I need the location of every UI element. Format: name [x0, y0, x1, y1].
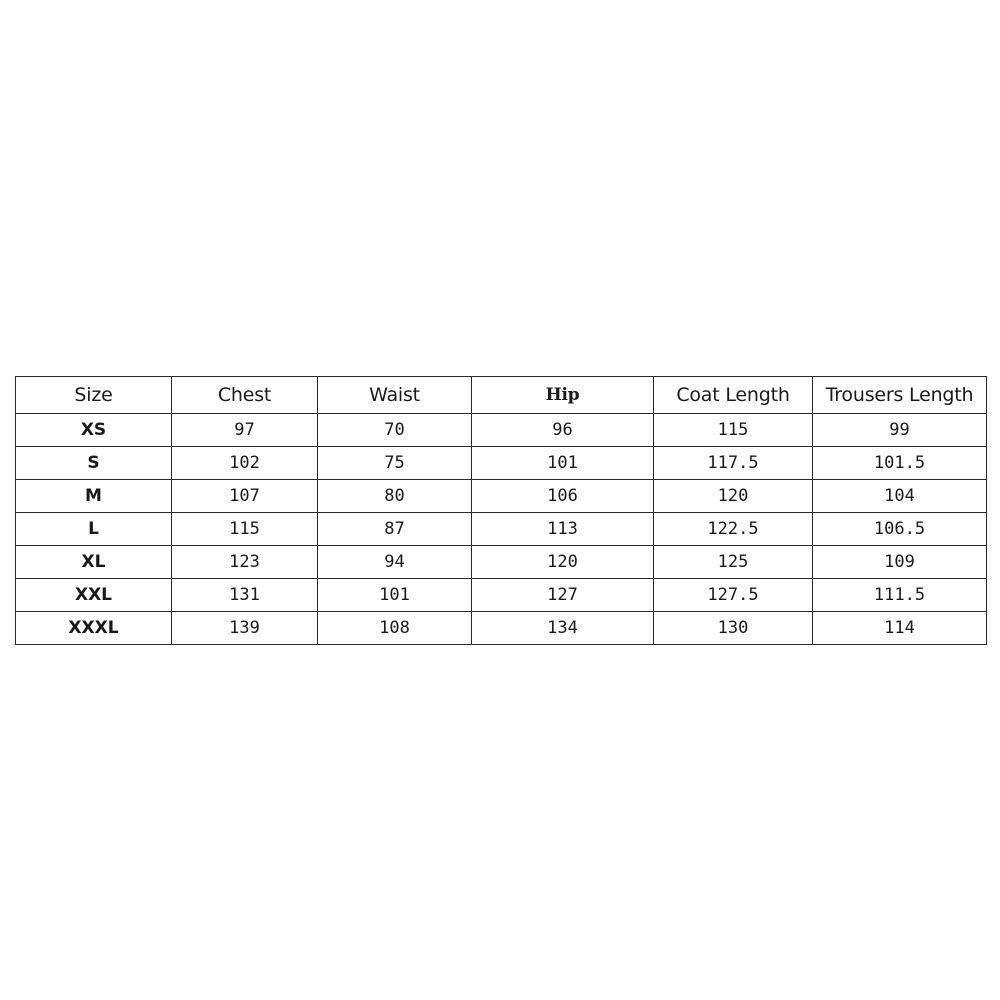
header-row [16, 377, 987, 414]
waist-cell: 87 [318, 513, 472, 546]
chest-cell: 123 [172, 546, 318, 579]
coat-length-cell: 122.5 [654, 513, 813, 546]
size-cell: XXL [16, 579, 172, 612]
table-row [16, 546, 987, 579]
hip-cell: 120 [472, 546, 654, 579]
size-cell: XL [16, 546, 172, 579]
trousers-length-cell: 99 [813, 414, 987, 447]
table-row [16, 414, 987, 447]
size-cell: XS [16, 414, 172, 447]
trousers-length-cell: 109 [813, 546, 987, 579]
coat-length-cell: 125 [654, 546, 813, 579]
waist-cell: 94 [318, 546, 472, 579]
hip-cell: 96 [472, 414, 654, 447]
chest-cell: 139 [172, 612, 318, 645]
hip-cell: 134 [472, 612, 654, 645]
size-cell: L [16, 513, 172, 546]
hip-cell: 113 [472, 513, 654, 546]
coat-length-cell: 130 [654, 612, 813, 645]
header-coat-length: Coat Length [654, 377, 813, 414]
hip-cell: 101 [472, 447, 654, 480]
trousers-length-cell: 114 [813, 612, 987, 645]
table-row [16, 513, 987, 546]
trousers-length-cell: 104 [813, 480, 987, 513]
chest-cell: 97 [172, 414, 318, 447]
chest-cell: 107 [172, 480, 318, 513]
table-row [16, 612, 987, 645]
table-row [16, 447, 987, 480]
trousers-length-cell: 111.5 [813, 579, 987, 612]
header-chest: Chest [172, 377, 318, 414]
size-cell: XXXL [16, 612, 172, 645]
waist-cell: 80 [318, 480, 472, 513]
hip-cell: 106 [472, 480, 654, 513]
coat-length-cell: 115 [654, 414, 813, 447]
size-cell: M [16, 480, 172, 513]
trousers-length-cell: 101.5 [813, 447, 987, 480]
coat-length-cell: 120 [654, 480, 813, 513]
header-waist: Waist [318, 377, 472, 414]
hip-cell: 127 [472, 579, 654, 612]
waist-cell: 101 [318, 579, 472, 612]
chest-cell: 115 [172, 513, 318, 546]
waist-cell: 108 [318, 612, 472, 645]
header-hip: Hip [472, 377, 654, 414]
coat-length-cell: 127.5 [654, 579, 813, 612]
coat-length-cell: 117.5 [654, 447, 813, 480]
size-chart-table [15, 376, 987, 645]
table-row [16, 480, 987, 513]
table-body [16, 414, 987, 645]
table-row [16, 579, 987, 612]
waist-cell: 70 [318, 414, 472, 447]
waist-cell: 75 [318, 447, 472, 480]
trousers-length-cell: 106.5 [813, 513, 987, 546]
chest-cell: 131 [172, 579, 318, 612]
header-trousers-length: Trousers Length [813, 377, 987, 414]
table-header [16, 377, 987, 414]
header-size: Size [16, 377, 172, 414]
chest-cell: 102 [172, 447, 318, 480]
size-cell: S [16, 447, 172, 480]
